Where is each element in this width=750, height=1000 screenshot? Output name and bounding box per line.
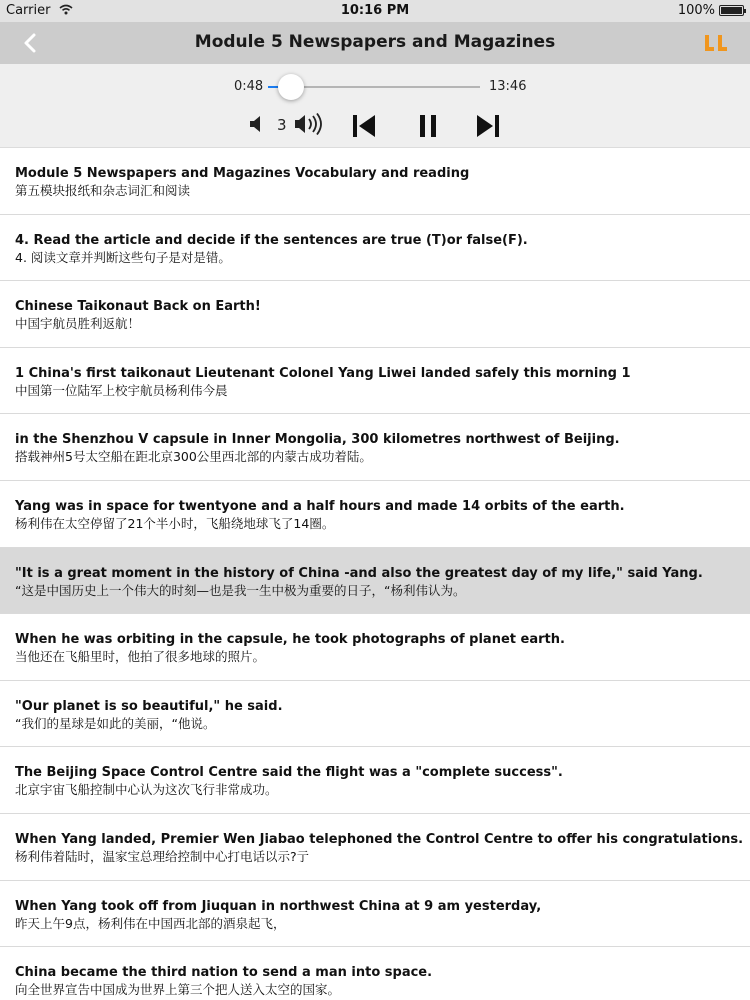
- sentence-chinese: 4. 阅读文章并判断这些句子是对是错。: [15, 249, 231, 265]
- sentence-row[interactable]: [0, 548, 750, 615]
- sentence-english: 1 China's first taikonaut Lieutenant Colonel Yang Liwei landed safely this morning 1: [15, 365, 631, 381]
- sentence-row[interactable]: [0, 348, 750, 415]
- sentence-chinese: “这是中国历史上一个伟大的时刻—也是我一生中极为重要的日子，“杨利伟认为。: [15, 582, 466, 598]
- volume-up-icon[interactable]: [294, 113, 326, 135]
- status-time: 10:16 PM: [340, 3, 410, 18]
- sentence-english: When Yang took off from Jiuquan in northwest China at 9 am yesterday,: [15, 898, 542, 914]
- sentence-row[interactable]: [0, 148, 750, 215]
- sentence-english: The Beijing Space Control Centre said the flight was a "complete success".: [15, 765, 563, 781]
- sentence-english: When Yang landed, Premier Wen Jiabao telephoned the Control Centre to offer his congratulations.: [15, 831, 744, 847]
- previous-track-icon[interactable]: [350, 114, 378, 138]
- sentence-english: "It is a great moment in the history of China -and also the greatest day of my life," said Yang.: [15, 565, 703, 581]
- volume-down-icon[interactable]: [249, 115, 265, 133]
- carrier-label: Carrier: [6, 3, 51, 18]
- sentence-row[interactable]: [0, 881, 750, 948]
- volume-level: 3: [277, 116, 287, 134]
- progress-slider-thumb[interactable]: [278, 74, 304, 100]
- sentence-row[interactable]: [0, 681, 750, 748]
- status-bar: [0, 0, 750, 22]
- sentence-chinese: 杨利伟着陆时，温家宝总理给控制中心打电话以示?亍: [15, 848, 310, 864]
- sentence-row[interactable]: [0, 215, 750, 282]
- sentence-english: Chinese Taikonaut Back on Earth!: [15, 299, 261, 315]
- sentence-chinese: 杨利伟在太空停留了21个半小时，飞船绕地球飞了14圈。: [15, 515, 335, 531]
- battery-icon: [719, 5, 744, 16]
- sentence-english: Module 5 Newspapers and Magazines Vocabulary and reading: [15, 166, 470, 181]
- sentence-chinese: 昨天上午9点，杨利伟在中国西北部的酒泉起飞，: [15, 915, 286, 931]
- pause-icon[interactable]: [414, 114, 442, 138]
- battery-fill: [721, 7, 742, 14]
- sentence-chinese: “我们的星球是如此的美丽，“他说。: [15, 715, 216, 731]
- sentence-list: [0, 148, 750, 1000]
- audio-player: [0, 64, 750, 148]
- sentence-chinese: 搭载神州5号太空船在距北京300公里西北部的内蒙古成功着陆。: [15, 449, 372, 465]
- sentence-chinese: 中国宇航员胜利返航！: [15, 316, 141, 332]
- sentence-row[interactable]: [0, 614, 750, 681]
- sentence-chinese: 当他还在飞船里时，他拍了很多地球的照片。: [15, 649, 266, 665]
- page-title: Module 5 Newspapers and Magazines: [194, 32, 556, 52]
- next-track-icon[interactable]: [474, 114, 502, 138]
- sentence-chinese: 中国第一位陆军上校宇航员杨利伟今晨: [15, 382, 228, 398]
- sentence-row[interactable]: [0, 814, 750, 881]
- sentence-english: "Our planet is so beautiful," he said.: [15, 698, 283, 714]
- battery-indicator: [678, 3, 744, 18]
- app-logo-icon: [704, 32, 730, 54]
- sentence-chinese: 第五模块报纸和杂志词汇和阅读: [15, 183, 191, 198]
- sentence-chinese: 向全世界宣告中国成为世界上第三个把人送入太空的国家。: [15, 982, 341, 998]
- battery-percent: 100%: [677, 3, 715, 18]
- sentence-row[interactable]: [0, 947, 750, 1000]
- sentence-row[interactable]: [0, 414, 750, 481]
- sentence-chinese: 北京宇宙飞船控制中心认为这次飞行非常成功。: [15, 782, 278, 798]
- sentence-english: China became the third nation to send a man into space.: [15, 965, 433, 981]
- sentence-row[interactable]: [0, 281, 750, 348]
- nav-bar: [0, 22, 750, 64]
- sentence-english: 4. Read the article and decide if the sentences are true (T)or false(F).: [15, 232, 528, 248]
- sentence-english: When he was orbiting in the capsule, he took photographs of planet earth.: [15, 632, 565, 648]
- sentence-english: in the Shenzhou V capsule in Inner Mongolia, 300 kilometres northwest of Beijing.: [15, 432, 620, 448]
- sentence-english: Yang was in space for twentyone and a half hours and made 14 orbits of the earth.: [15, 498, 625, 514]
- current-time: 0:48: [234, 79, 264, 94]
- sentence-row[interactable]: [0, 481, 750, 548]
- total-time: 13:46: [489, 79, 527, 94]
- sentence-row[interactable]: [0, 747, 750, 814]
